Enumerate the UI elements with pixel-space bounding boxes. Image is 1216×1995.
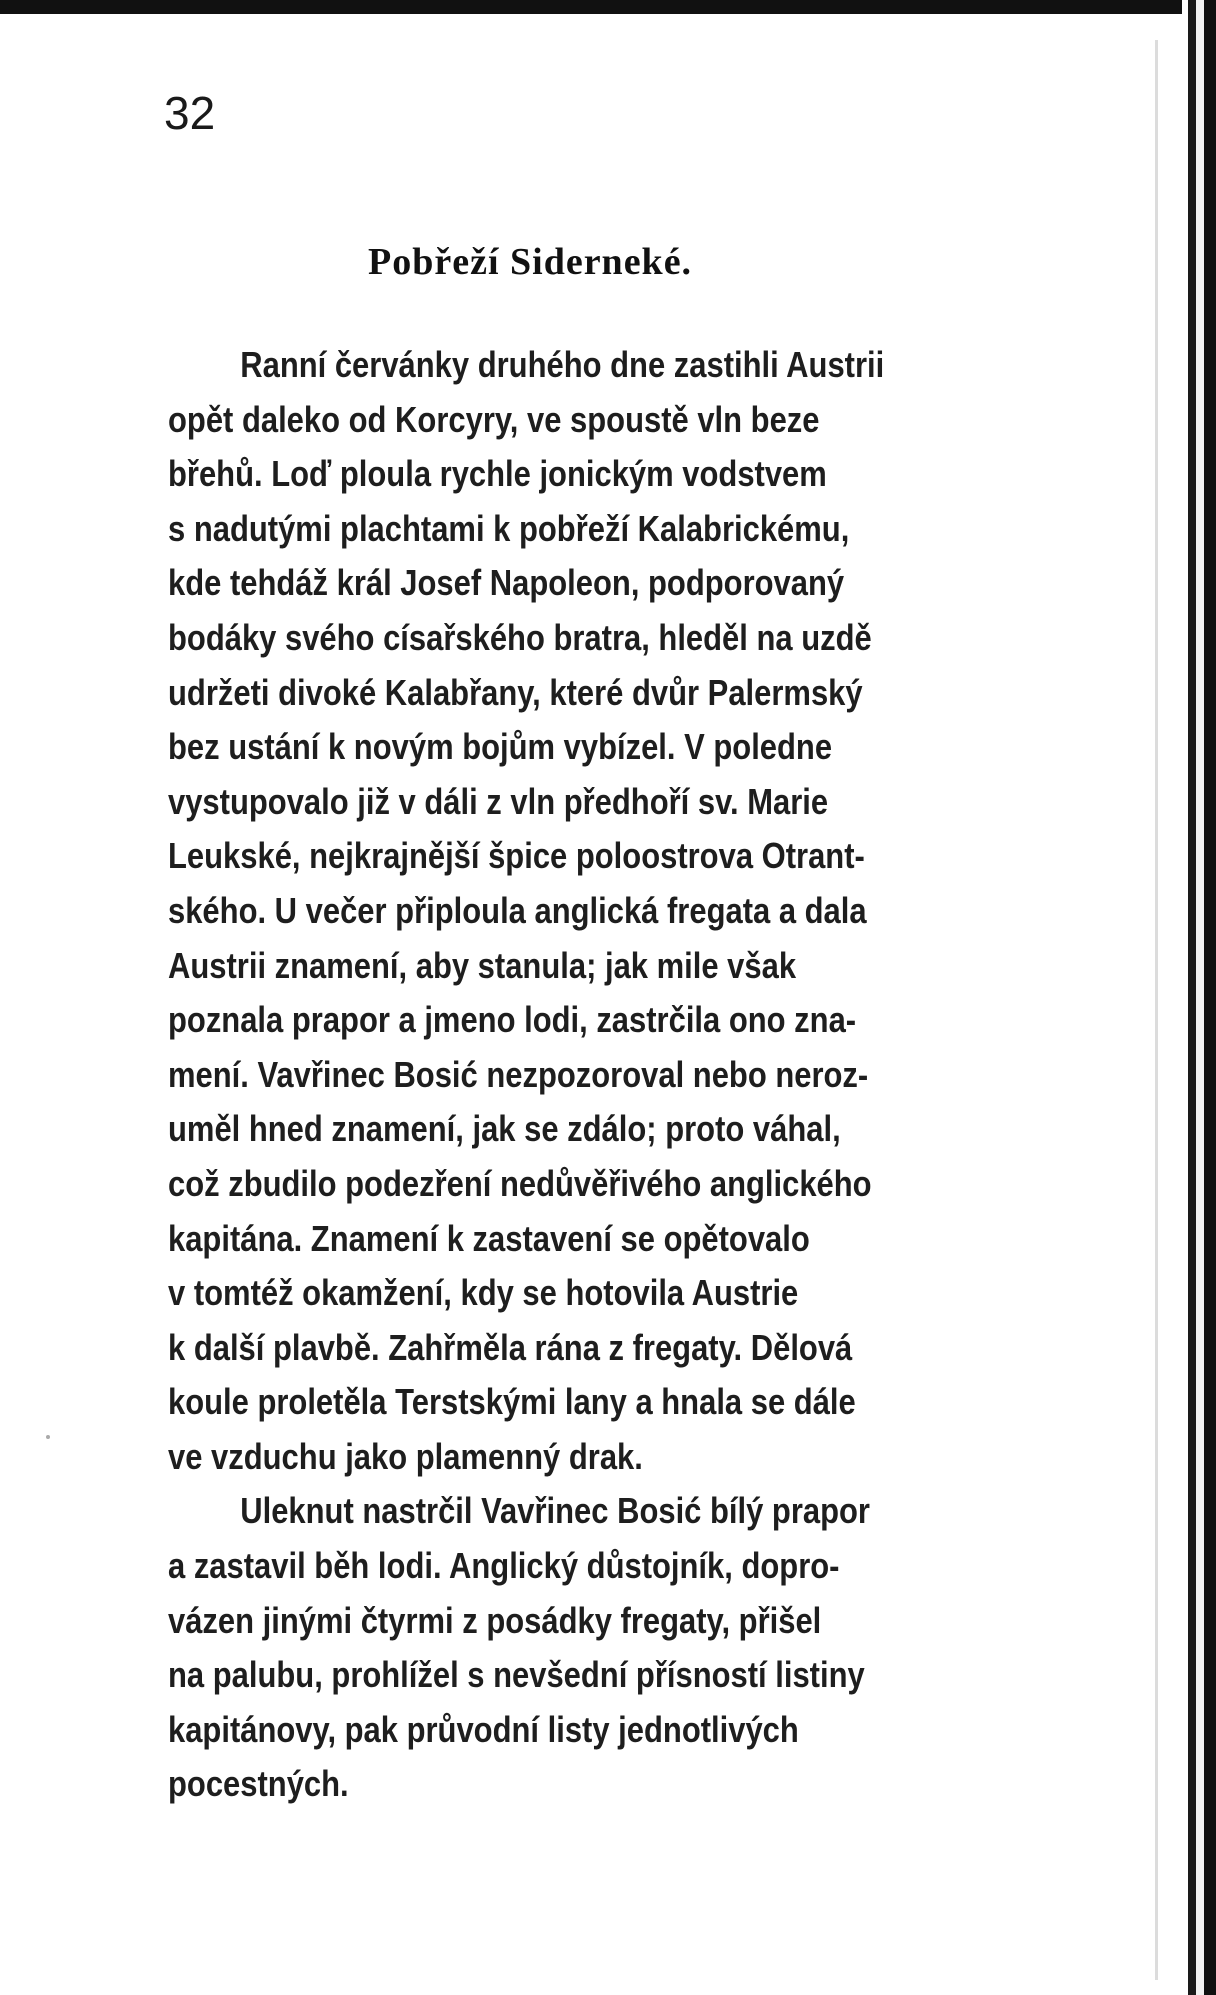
text-line: bodáky svého císařského bratra, hleděl na uzdě — [168, 616, 872, 658]
text-line: koule proletěla Terstskými lany a hnala se dále — [168, 1381, 856, 1423]
text-line: v tomtéž okamžení, kdy se hotovila Austrie — [168, 1272, 799, 1314]
text-line: břehů. Loď ploula rychle jonickým vodstvem — [168, 453, 827, 495]
text-line: vázen jinými čtyrmi z posádky fregaty, přišel — [168, 1599, 822, 1641]
paper-speck — [46, 1435, 50, 1439]
text-line: Ranní červánky druhého dne zastihli Austrii — [240, 344, 885, 385]
text-line: uměl hned znamení, jak se zdálo; proto váhal, — [168, 1108, 841, 1150]
text-line: kapitánovy, pak průvodní listy jednotlivých — [168, 1708, 799, 1750]
text-line: kde tehdáž král Josef Napoleon, podporovaný — [168, 562, 845, 604]
text-line: na palubu, prohlížel s nevšední přísností listiny — [168, 1654, 865, 1696]
text-line: což zbudilo podezření nedůvěřivého anglického — [168, 1162, 872, 1204]
text-line: Leukské, nejkrajnější špice poloostrova Otrant- — [168, 835, 865, 877]
text-line: k další plavbě. Zahřměla rána z fregaty. Dělová — [168, 1326, 853, 1368]
page-edge-shadow — [1182, 0, 1216, 1995]
text-line: bez ustání k novým bojům vybízel. V poledne — [168, 726, 833, 768]
text-line: Austrii znamení, aby stanula; jak mile však — [168, 944, 797, 986]
text-line: a zastavil běh lodi. Anglický důstojník, dopro- — [168, 1545, 840, 1587]
text-line: ve vzduchu jako plamenný drak. — [168, 1435, 643, 1477]
text-line: mení. Vavřinec Bosić nezpozoroval nebo neroz- — [168, 1053, 869, 1095]
chapter-heading: Pobřeží Siderneké. — [368, 241, 693, 283]
text-line: poznala prapor a jmeno lodi, zastrčila ono zna- — [168, 999, 857, 1041]
text-line: kapitána. Znamení k zastavení se opětovalo — [168, 1217, 810, 1259]
page-fold-line — [1155, 40, 1158, 1980]
text-line: udržeti divoké Kalabřany, které dvůr Palermský — [168, 671, 863, 713]
body-text — [168, 338, 1080, 1812]
text-line: opět daleko od Korcyry, ve spoustě vln beze — [168, 398, 820, 440]
text-line: Uleknut nastrčil Vavřinec Bosić bílý prapor — [240, 1490, 870, 1532]
text-line: ského. U večer připloula anglická fregata a dala — [168, 889, 867, 931]
text-line: pocestných. — [168, 1763, 349, 1805]
text-line: s nadutými plachtami k pobřeží Kalabrickému, — [168, 507, 850, 549]
page-number: 32 — [164, 87, 216, 139]
text-line: vystupovalo již v dáli z vln předhoří sv. Marie — [168, 780, 829, 822]
